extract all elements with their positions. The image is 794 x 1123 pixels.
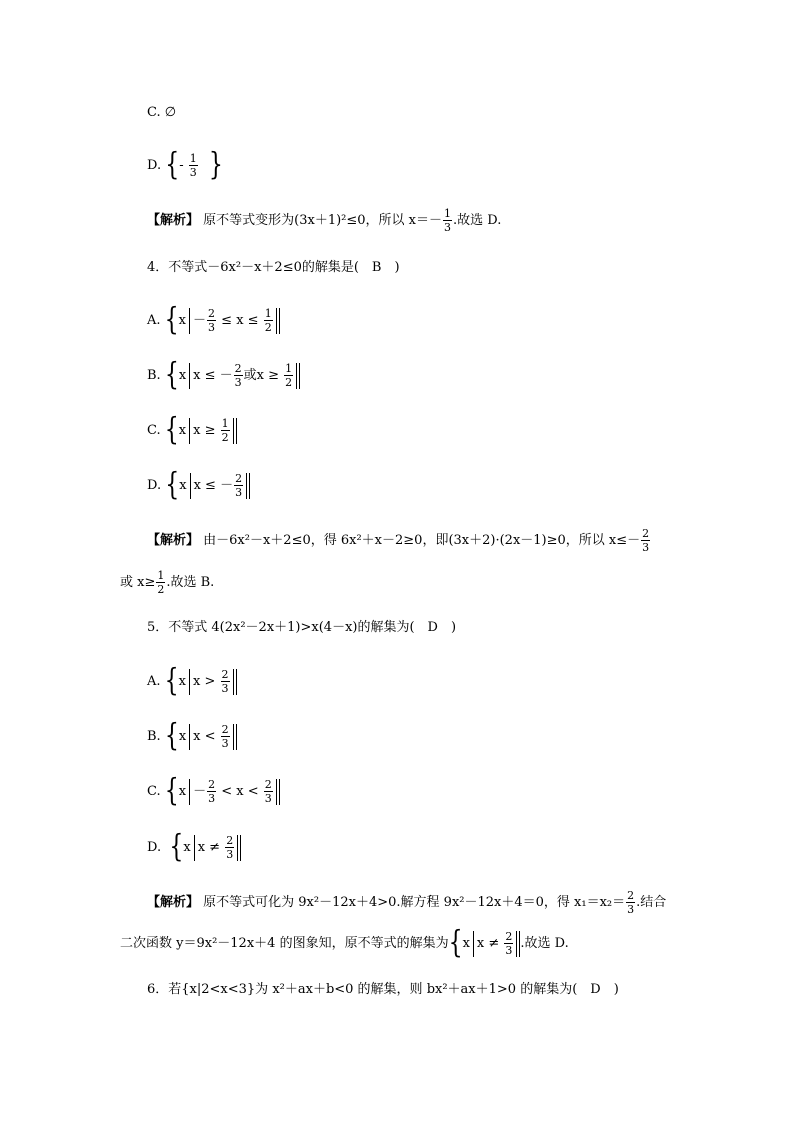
fraction: $\frac{2}{3}$ [642,527,650,554]
q5-option-a: A. {x x > $\frac{2}{3}$ [147,668,237,695]
option-label: C. [147,105,161,120]
q4-option-c: C. {x x ≥ $\frac{1}{2}$ [147,417,237,444]
q4-option-b: B. {x x ≤ － $\frac{2}{3}$ 或x ≥ $\frac{1}{2}$ [147,362,300,389]
q5-option-d: D. {x x ≠ $\frac{2}{3}$ [147,834,241,861]
fraction: $\frac{2}{3}$ [235,472,243,499]
q5-analysis-line2: 二次函数 y＝9x²－12x＋4 的图象知，原不等式的解集为{x x ≠ $\frac{2}{3}$ .故选 D. [120,925,569,961]
fraction: $\frac{1}{2}$ [221,417,229,444]
q5-option-c: C. {x － $\frac{2}{3}$ < x < $\frac{2}{3}$ [147,778,280,805]
option-label: D. [147,158,162,173]
fraction: $\frac{1}{2}$ [285,362,293,389]
q5-stem: 5．不等式 4(2x²－2x＋1)>x(4－x)的解集为( D ) [147,620,457,635]
fraction: $\frac{2}{3}$ [226,834,234,861]
q6-stem: 6．若{x|2<x<3}为 x²＋ax＋b<0 的解集，则 bx²＋ax＋1>0 的解集为( D ) [147,982,619,997]
q4-analysis-line2: 或 x≥ $\frac{1}{2}$ .故选 B. [120,569,215,596]
fraction: $\frac{2}{3}$ [234,362,242,389]
q5-option-b: B. {x x < $\frac{2}{3}$ [147,723,237,750]
fraction: $\frac{2}{3}$ [221,723,229,750]
fraction: $\frac{2}{3}$ [264,778,272,805]
fraction: $\frac{1}{2}$ [157,569,165,596]
q3-option-c [147,105,176,121]
fraction: $\frac{2}{3}$ [627,889,635,916]
q4-stem: 4．不等式－6x²－x＋2≤0的解集是( B ) [147,260,400,275]
q3-analysis: 【解析】 原不等式变形为(3x＋1)²≤0，所以 x＝－ $\frac{1}{3}$ .故选 D. [147,207,502,234]
analysis-tag: 【解析】 [147,213,200,228]
q3-option-d: D. {- $\frac{1}{3}$ } [147,147,223,183]
fraction: $\frac{1}{3}$ [189,152,197,179]
fraction: $\frac{2}{3}$ [208,778,216,805]
fraction: $\frac{2}{3}$ [505,930,513,957]
q4-option-d: D. {x x ≤ － $\frac{2}{3}$ [147,472,250,499]
fraction: $\frac{1}{3}$ [444,207,452,234]
fraction: $\frac{2}{3}$ [208,307,216,334]
q4-analysis-line1: 【解析】 由－6x²－x＋2≤0，得 6x²＋x－2≥0，即(3x＋2)·(2x－1)≥0，所以 x≤－ $\frac{2}{3}$ [147,527,650,554]
empty-set-symbol: ∅ [164,105,177,120]
fraction: $\frac{1}{2}$ [264,307,272,334]
q4-option-a: A. {x － $\frac{2}{3}$ ≤ x ≤ $\frac{1}{2}$ [147,307,280,334]
q5-analysis-line1: 【解析】 原不等式可化为 9x²－12x＋4>0.解方程 9x²－12x＋4＝0，得 x₁＝x₂＝ $\frac{2}{3}$ .结合 [147,889,667,916]
fraction: $\frac{2}{3}$ [221,668,229,695]
